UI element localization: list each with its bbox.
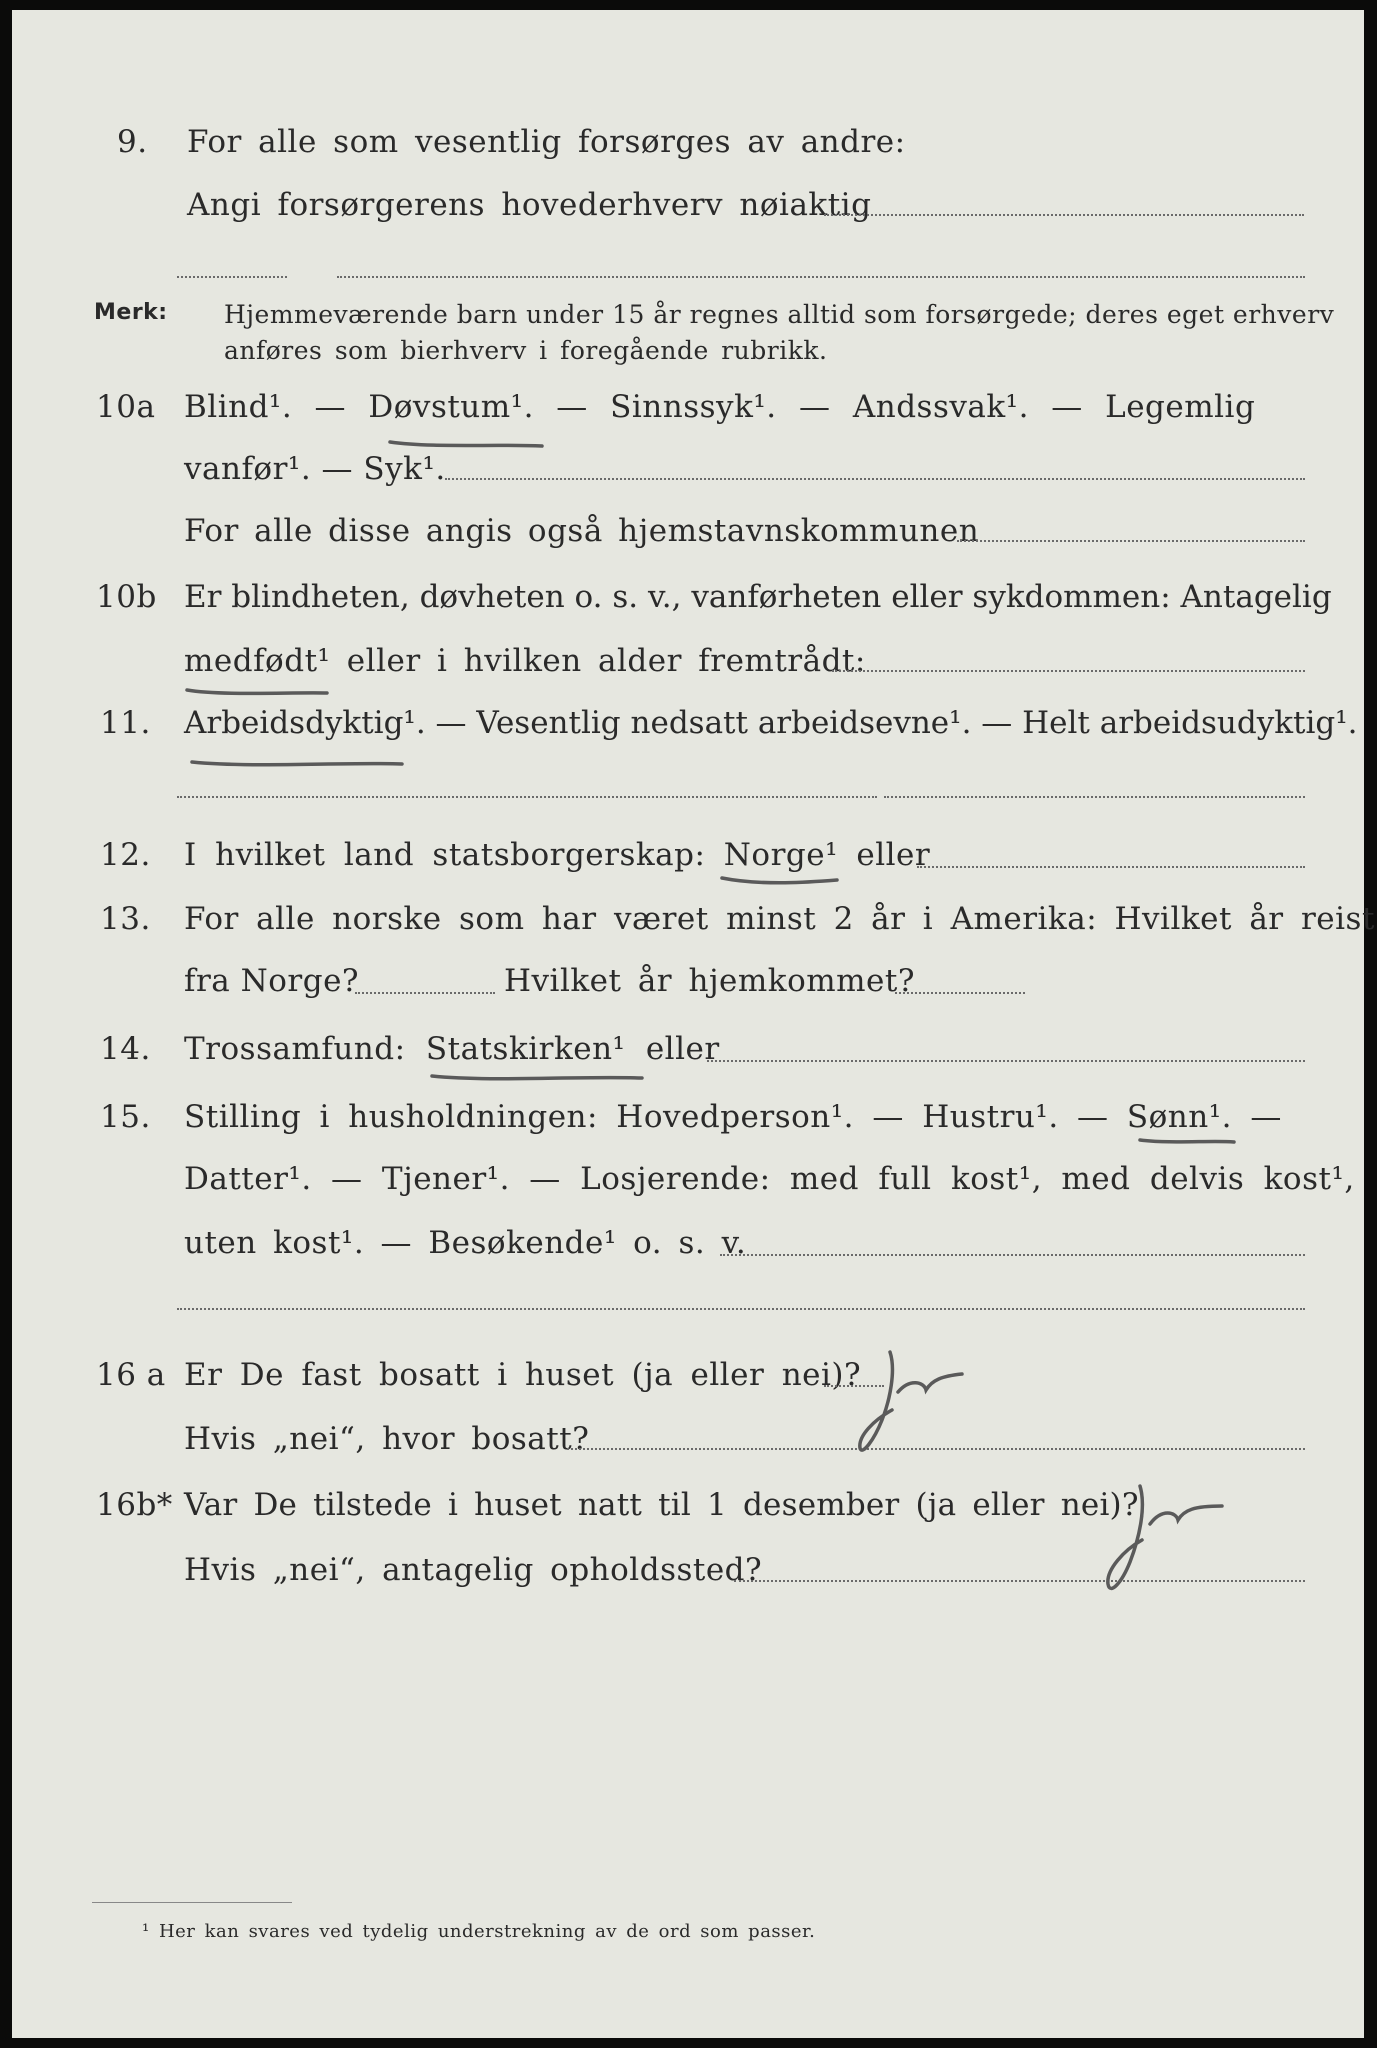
q10a-number: 10a — [96, 389, 156, 425]
q16a-line2: Hvis „nei“, hvor bosatt? — [184, 1421, 590, 1457]
q10a-line2: vanfør¹. — Syk¹. — [184, 451, 446, 487]
q13-line2a: fra Norge? — [184, 963, 360, 999]
q13-line2b: Hvilket år hjemkommet? — [504, 963, 915, 999]
q10a-line3: For alle disse angis også hjemstavnskommunen — [184, 513, 980, 549]
q11-number: 11. — [100, 705, 151, 741]
q16a-line1: Er De fast bosatt i huset (ja eller nei)? — [184, 1357, 862, 1393]
q10b-number: 10b — [96, 579, 157, 615]
q13-number: 13. — [100, 901, 151, 937]
q9-line1: For alle som vesentlig forsørges av andre: — [187, 124, 906, 160]
q11-line1: Arbeidsdyktig¹. — Vesentlig nedsatt arbeidsevne¹. — Helt arbeidsudyktig¹. — [184, 705, 1358, 741]
merk-line2: anføres som bierhverv i foregående rubrikk. — [224, 336, 828, 365]
q15-line1: Stilling i husholdningen: Hovedperson¹. — Hustru¹. — Sønn¹. — — [184, 1099, 1282, 1135]
q15-line2: Datter¹. — Tjener¹. — Losjerende: med full kost¹, med delvis kost¹, — [184, 1161, 1355, 1197]
q10b-line2: medfødt¹ eller i hvilken alder fremtrådt: — [184, 643, 866, 679]
merk-label: Merk: — [94, 300, 168, 325]
q10b-line1: Er blindheten, døvheten o. s. v., vanførheten eller sykdommen: Antagelig — [184, 579, 1332, 615]
handwriting-overlay — [12, 10, 1364, 2038]
q16a-number: 16 a — [96, 1357, 166, 1393]
q12-line1: I hvilket land statsborgerskap: Norge¹ eller — [184, 837, 931, 873]
q14-number: 14. — [100, 1031, 151, 1067]
footnote-text: ¹ Her kan svares ved tydelig understrekning av de ord som passer. — [142, 1921, 816, 1942]
census-form-page — [12, 10, 1375, 2038]
q10a-line1: Blind¹. — Døvstum¹. — Sinnssyk¹. — Andssvak¹. — Legemlig — [184, 389, 1256, 425]
q15-line3: uten kost¹. — Besøkende¹ o. s. v. — [184, 1225, 747, 1261]
q9-number: 9. — [117, 124, 148, 160]
footnote-rule — [92, 1902, 292, 1903]
q9-line2: Angi forsørgerens hovederhverv nøiaktig — [187, 187, 872, 223]
q13-line1: For alle norske som har været minst 2 år i Amerika: Hvilket år reist — [184, 901, 1375, 937]
q16b-number: 16b* — [96, 1487, 173, 1523]
q14-line1: Trossamfund: Statskirken¹ eller — [184, 1031, 720, 1067]
q16b-line2: Hvis „nei“, antagelig opholdssted? — [184, 1552, 763, 1588]
q16b-line1: Var De tilstede i huset natt til 1 desember (ja eller nei)? — [184, 1487, 1139, 1523]
q12-number: 12. — [100, 837, 151, 873]
q15-number: 15. — [100, 1099, 151, 1135]
merk-line1: Hjemmeværende barn under 15 år regnes alltid som forsørgede; deres eget erhverv — [224, 300, 1335, 329]
